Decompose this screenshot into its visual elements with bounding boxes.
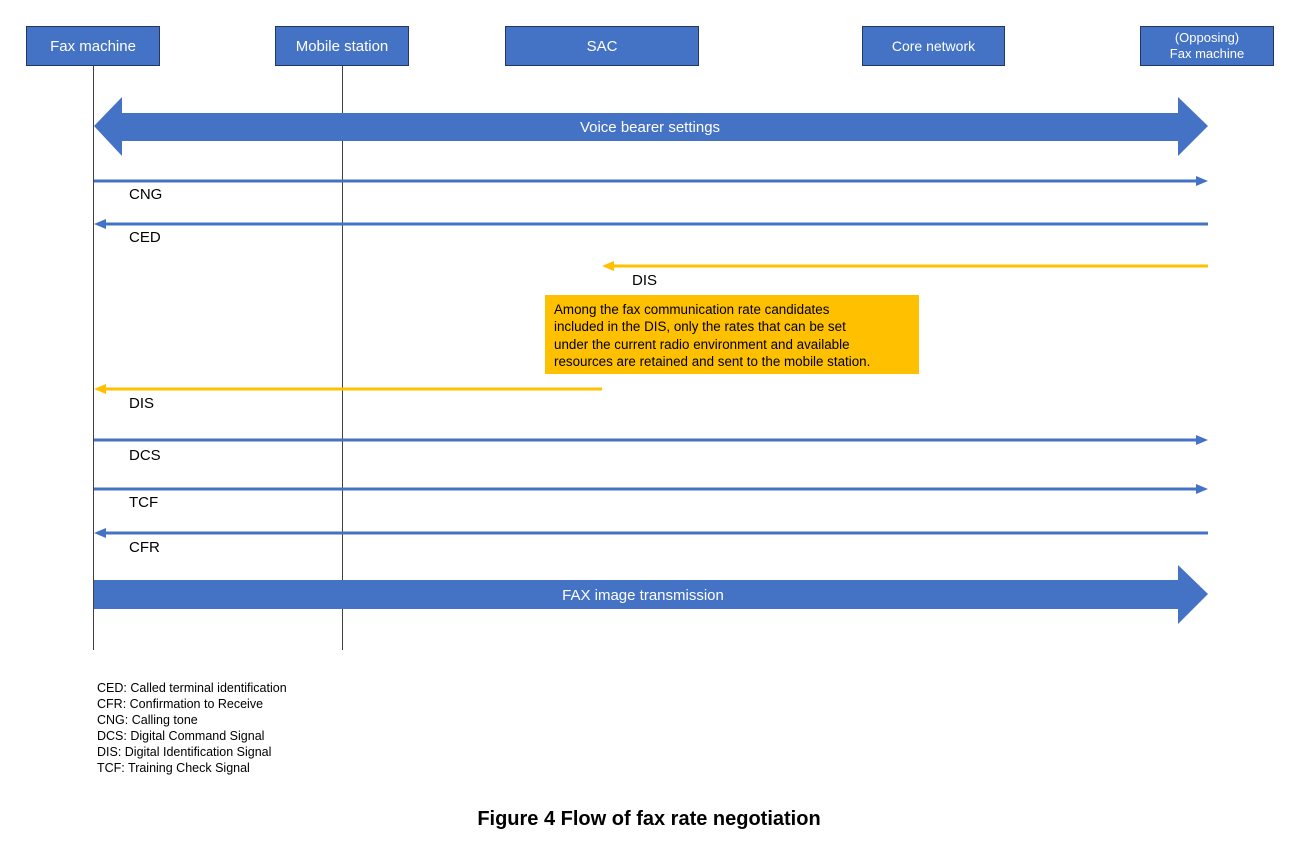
legend-ced: CED: Called terminal identification bbox=[97, 681, 287, 695]
tcf-arrowhead bbox=[1196, 484, 1208, 494]
dis-core-arrowhead bbox=[602, 261, 614, 271]
note-line-1: Among the fax communication rate candidates bbox=[554, 302, 830, 317]
participant-fax-machine-label: Fax machine bbox=[50, 37, 136, 55]
note-line-4: resources are retained and sent to the mobile station. bbox=[554, 354, 871, 370]
participant-opposing-line1: (Opposing) bbox=[1174, 30, 1240, 45]
cfr-arrowhead bbox=[94, 528, 106, 538]
ced-arrowhead bbox=[94, 219, 106, 229]
participant-sac-label: SAC bbox=[586, 37, 618, 55]
legend-dis: DIS: Digital Identification Signal bbox=[97, 745, 272, 759]
figure-caption: Figure 4 Flow of fax rate negotiation bbox=[477, 808, 821, 830]
dcs-label: DCS bbox=[129, 447, 161, 464]
legend-cfr: CFR: Confirmation to Receive bbox=[97, 697, 264, 711]
ced-label: CED bbox=[129, 229, 161, 246]
participant-mobile-station-label: Mobile station bbox=[295, 37, 389, 55]
fax-image-label: FAX image transmission bbox=[562, 587, 724, 604]
legend-cng: CNG: Calling tone bbox=[97, 713, 198, 727]
dcs-arrowhead bbox=[1196, 435, 1208, 445]
cfr-label: CFR bbox=[129, 539, 160, 556]
cng-arrowhead bbox=[1196, 176, 1208, 186]
dis-core-label: DIS bbox=[632, 272, 658, 289]
sac-note bbox=[545, 295, 919, 374]
note-line-3: under the current radio environment and available bbox=[554, 336, 850, 352]
voice-bearer-label: Voice bearer settings bbox=[579, 119, 721, 136]
dis-mobile-label: DIS bbox=[129, 395, 155, 412]
participant-opposing-line2: Fax machine bbox=[1169, 46, 1245, 61]
note-line-2: included in the DIS, only the rates that can be set bbox=[554, 319, 846, 335]
abbreviation-legend bbox=[97, 680, 287, 776]
tcf-label: TCF bbox=[129, 494, 159, 511]
legend-tcf: TCF: Training Check Signal bbox=[97, 761, 250, 775]
cng-label: CNG bbox=[129, 186, 163, 203]
legend-dcs: DCS: Digital Command Signal bbox=[97, 729, 265, 743]
dis-mobile-arrowhead bbox=[94, 384, 106, 394]
participant-core-network-label: Core network bbox=[891, 38, 976, 54]
